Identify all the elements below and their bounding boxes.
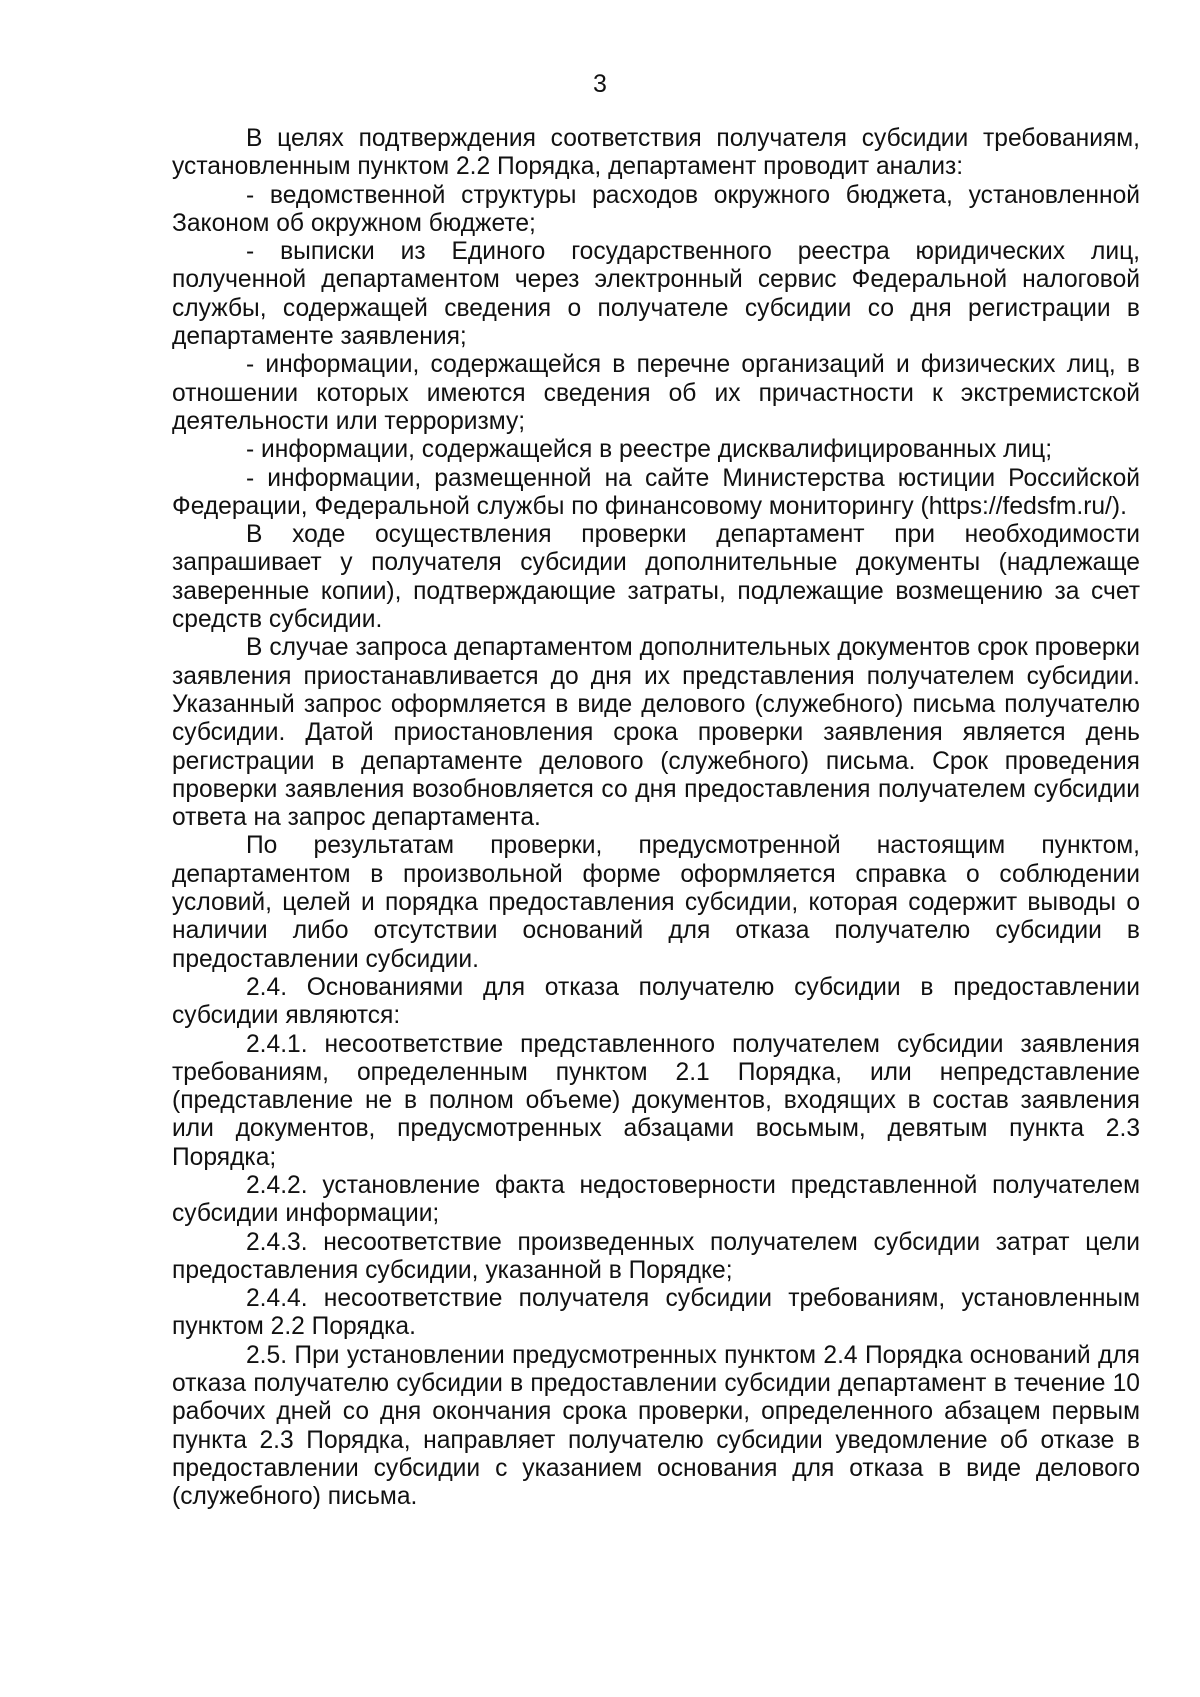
paragraph: В ходе осуществления проверки департамент при необходимости запрашивает у получателя субсидии дополнительные документы (надлежаще заверенные копии), подтверждающие затраты, подлежащие возмещению за счет средств субсидии. [172,521,1140,634]
paragraph: В целях подтверждения соответствия получателя субсидии требованиям, установленным пунктом 2.2 Порядка, департамент проводит анализ: [172,125,1140,181]
paragraph: - ведомственной структуры расходов окружного бюджета, установленной Законом об окружном бюджете; [172,181,1140,237]
page-number: 3 [593,70,607,98]
paragraph: По результатам проверки, предусмотренной настоящим пунктом, департаментом в произвольной форме оформляется справка о соблюдении условий, целей и порядка предоставления субсидии, которая содержит выводы о наличии либо отсутствии оснований для отказа получателю субсидии в предоставлении субсидии. [172,832,1140,973]
paragraph: 2.4.3. несоответствие произведенных получателем субсидии затрат цели предоставления субсидии, указанной в Порядке; [172,1228,1140,1284]
paragraph: В случае запроса департаментом дополнительных документов срок проверки заявления приостанавливается до дня их представления получателем субсидии. Указанный запрос оформляется в виде делового (служебного) письма получателю субсидии. Датой приостановления срока проверки заявления является день регистрации в департаменте делового (служебного) письма. Срок проведения проверки заявления возобновляется со дня предоставления получателем субсидии ответа на запрос департамента. [172,634,1140,832]
paragraph: 2.4.4. несоответствие получателя субсидии требованиям, установленным пунктом 2.2 Порядка. [172,1285,1140,1341]
paragraph: - выписки из Единого государственного реестра юридических лиц, полученной департаментом через электронный сервис Федеральной налоговой службы, содержащей сведения о получателе субсидии со дня регистрации в департаменте заявления; [172,238,1140,351]
paragraph: - информации, содержащейся в реестре дисквалифицированных лиц; [246,436,1053,464]
document-body [172,125,1140,1512]
paragraph: - информации, содержащейся в перечне организаций и физических лиц, в отношении которых имеются сведения об их причастности к экстремистской деятельности или терроризму; [172,351,1140,435]
paragraph: 2.5. При установлении предусмотренных пунктом 2.4 Порядка оснований для отказа получателю субсидии в предоставлении субсидии департамент в течение 10 рабочих дней со дня окончания срока проверки, определенного абзацем первым пункта 2.3 Порядка, направляет получателю субсидии уведомление об отказе в предоставлении субсидии с указанием основания для отказа в виде делового (служебного) письма. [172,1341,1140,1511]
paragraph: - информации, размещенной на сайте Министерства юстиции Российской Федерации, Федеральной службы по финансовому мониторингу (https://fedsfm.ru/). [172,464,1140,520]
paragraph: 2.4. Основаниями для отказа получателю субсидии в предоставлении субсидии являются: [172,973,1140,1030]
paragraph: 2.4.1. несоответствие представленного получателем субсидии заявления требованиям, определенным пунктом 2.1 Порядка, или непредставление (представление не в полном объеме) документов, входящих в состав заявления или документов, предусмотренных абзацами восьмым, девятым пункта 2.3 Порядка; [172,1030,1140,1171]
paragraph: 2.4.2. установление факта недостоверности представленной получателем субсидии информации; [172,1171,1140,1228]
